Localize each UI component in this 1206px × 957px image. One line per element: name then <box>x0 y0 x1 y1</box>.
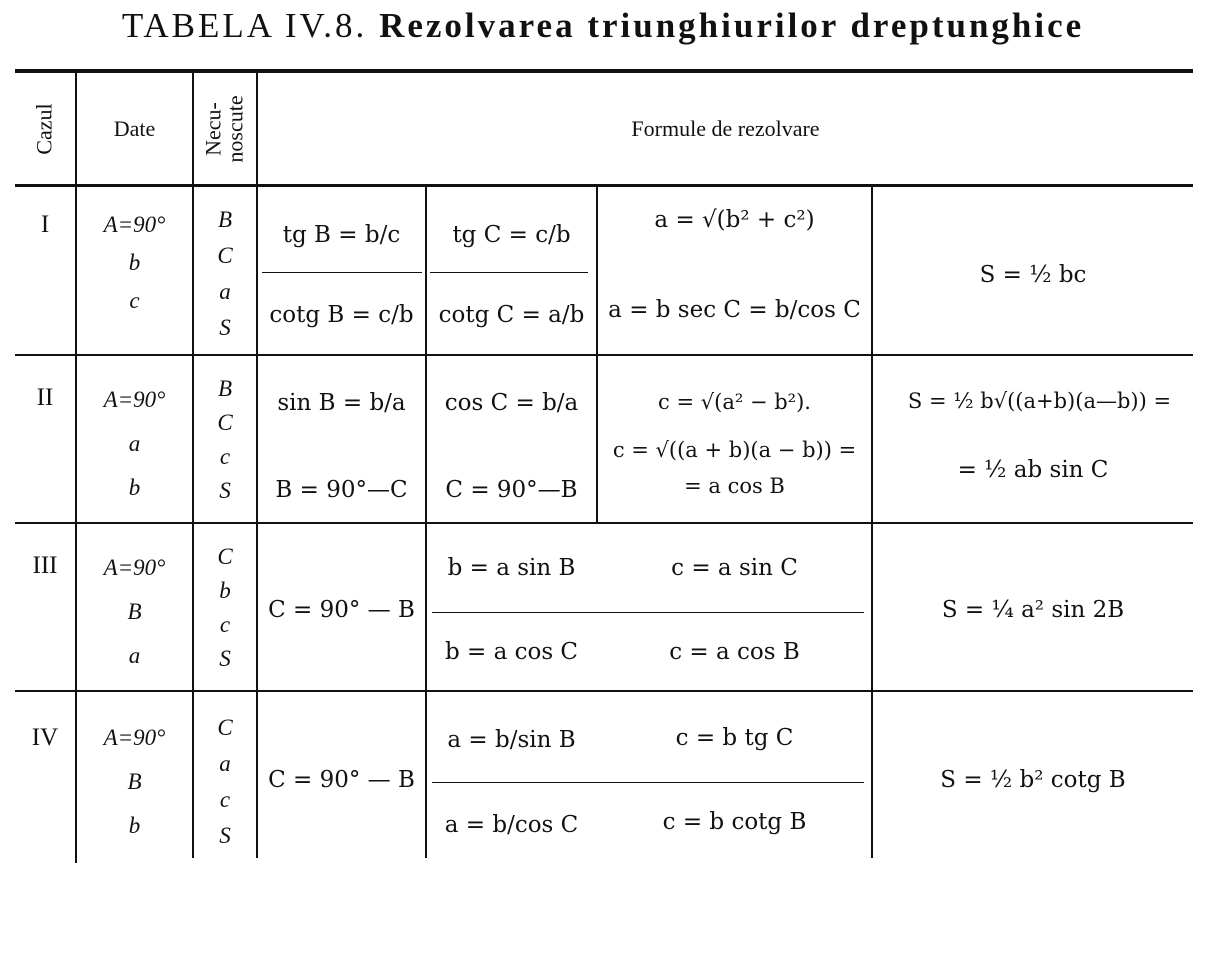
area-formula: S = ½ b√((a+b)(a—b)) = <box>907 389 1172 413</box>
formula: C = 90° — B <box>268 767 415 793</box>
rule-row1-mid-a <box>262 272 422 273</box>
rule-row4-mid <box>432 782 864 783</box>
formula: C = 90° — B <box>268 597 415 623</box>
formula: a = b/cos C <box>444 812 579 838</box>
formula: C = 90°—B <box>445 477 578 503</box>
formula: sin B = b/a <box>277 390 406 416</box>
given-item: B <box>127 599 142 624</box>
given-list <box>77 206 192 320</box>
given-item: b <box>128 813 141 838</box>
formula: a = √(b² + c²) <box>654 207 815 233</box>
given-item: b <box>128 250 141 275</box>
case-label: I <box>40 211 50 238</box>
unknown-item: C <box>217 410 233 435</box>
unknown-item: C <box>217 715 233 740</box>
formula: a = b/sin B <box>447 727 576 753</box>
header-case <box>15 73 75 184</box>
rule-row3-mid <box>432 612 864 613</box>
unknown-item: S <box>219 823 231 848</box>
given-item: a <box>128 431 141 456</box>
given-item: A=90° <box>103 387 166 412</box>
unknown-item: S <box>219 315 231 340</box>
formula: cotg B = c/b <box>269 302 414 328</box>
formula: c = a cos B <box>669 639 800 665</box>
formula: a = b sec C = b/cos C <box>608 297 861 323</box>
formula: c = b cotg B <box>662 809 807 835</box>
formula: B = 90°—C <box>275 477 408 503</box>
formula: = a cos B <box>684 474 785 498</box>
unknown-item: S <box>219 478 231 503</box>
given-item: c <box>129 288 140 313</box>
area-formula: S = ½ bc <box>979 262 1087 288</box>
given-item: b <box>128 475 141 500</box>
header-given: Date <box>113 115 156 141</box>
header-unknown <box>194 73 256 184</box>
given-list <box>77 716 192 848</box>
given-item: B <box>127 769 142 794</box>
unknown-list <box>194 202 256 346</box>
header-formulas: Formule de rezolvare <box>631 115 820 141</box>
unknown-item: b <box>219 578 231 603</box>
formula: c = √((a + b)(a − b)) = <box>612 438 857 462</box>
area-formula: S = ½ b² cotg B <box>940 767 1126 793</box>
case-label: II <box>36 384 54 411</box>
unknown-item: S <box>219 646 231 671</box>
table-title: Rezolvarea triunghiurilor dreptunghice <box>379 6 1085 45</box>
unknown-item: C <box>217 243 233 268</box>
given-item: A=90° <box>103 212 166 237</box>
page-title <box>0 6 1206 46</box>
case-label: III <box>32 552 58 579</box>
formula: tg B = b/c <box>282 222 401 248</box>
unknown-item: c <box>219 787 231 812</box>
unknown-item: B <box>217 207 233 232</box>
given-item: A=90° <box>103 555 166 580</box>
given-item: A=90° <box>103 725 166 750</box>
unknown-item: a <box>219 751 231 776</box>
unknown-item: a <box>219 279 231 304</box>
formula: b = a cos C <box>444 639 579 665</box>
formula: c = a sin C <box>671 555 798 581</box>
formula: tg C = c/b <box>452 222 571 248</box>
case-label: IV <box>31 724 59 751</box>
formula: c = b tg C <box>675 725 794 751</box>
area-formula: S = ¼ a² sin 2B <box>941 597 1125 623</box>
unknown-list <box>194 372 256 508</box>
header-unknown-label: Necu-noscute <box>201 94 249 163</box>
given-list <box>77 378 192 510</box>
rule-row1-mid-b <box>430 272 588 273</box>
unknown-list <box>194 540 256 676</box>
unknown-item: c <box>219 444 231 469</box>
formula: cotg C = a/b <box>438 302 585 328</box>
given-list <box>77 546 192 678</box>
table-number: TABELA IV.8. <box>121 6 368 45</box>
formula: cos C = b/a <box>444 390 579 416</box>
given-item: a <box>128 643 141 668</box>
formula: b = a sin B <box>447 555 576 581</box>
area-formula: = ½ ab sin C <box>957 457 1109 483</box>
unknown-list <box>194 710 256 854</box>
formula: c = √(a² − b²). <box>658 390 811 414</box>
unknown-item: c <box>219 612 231 637</box>
unknown-item: C <box>217 544 233 569</box>
header-case-label: Cazul <box>31 102 57 155</box>
unknown-item: B <box>217 376 233 401</box>
